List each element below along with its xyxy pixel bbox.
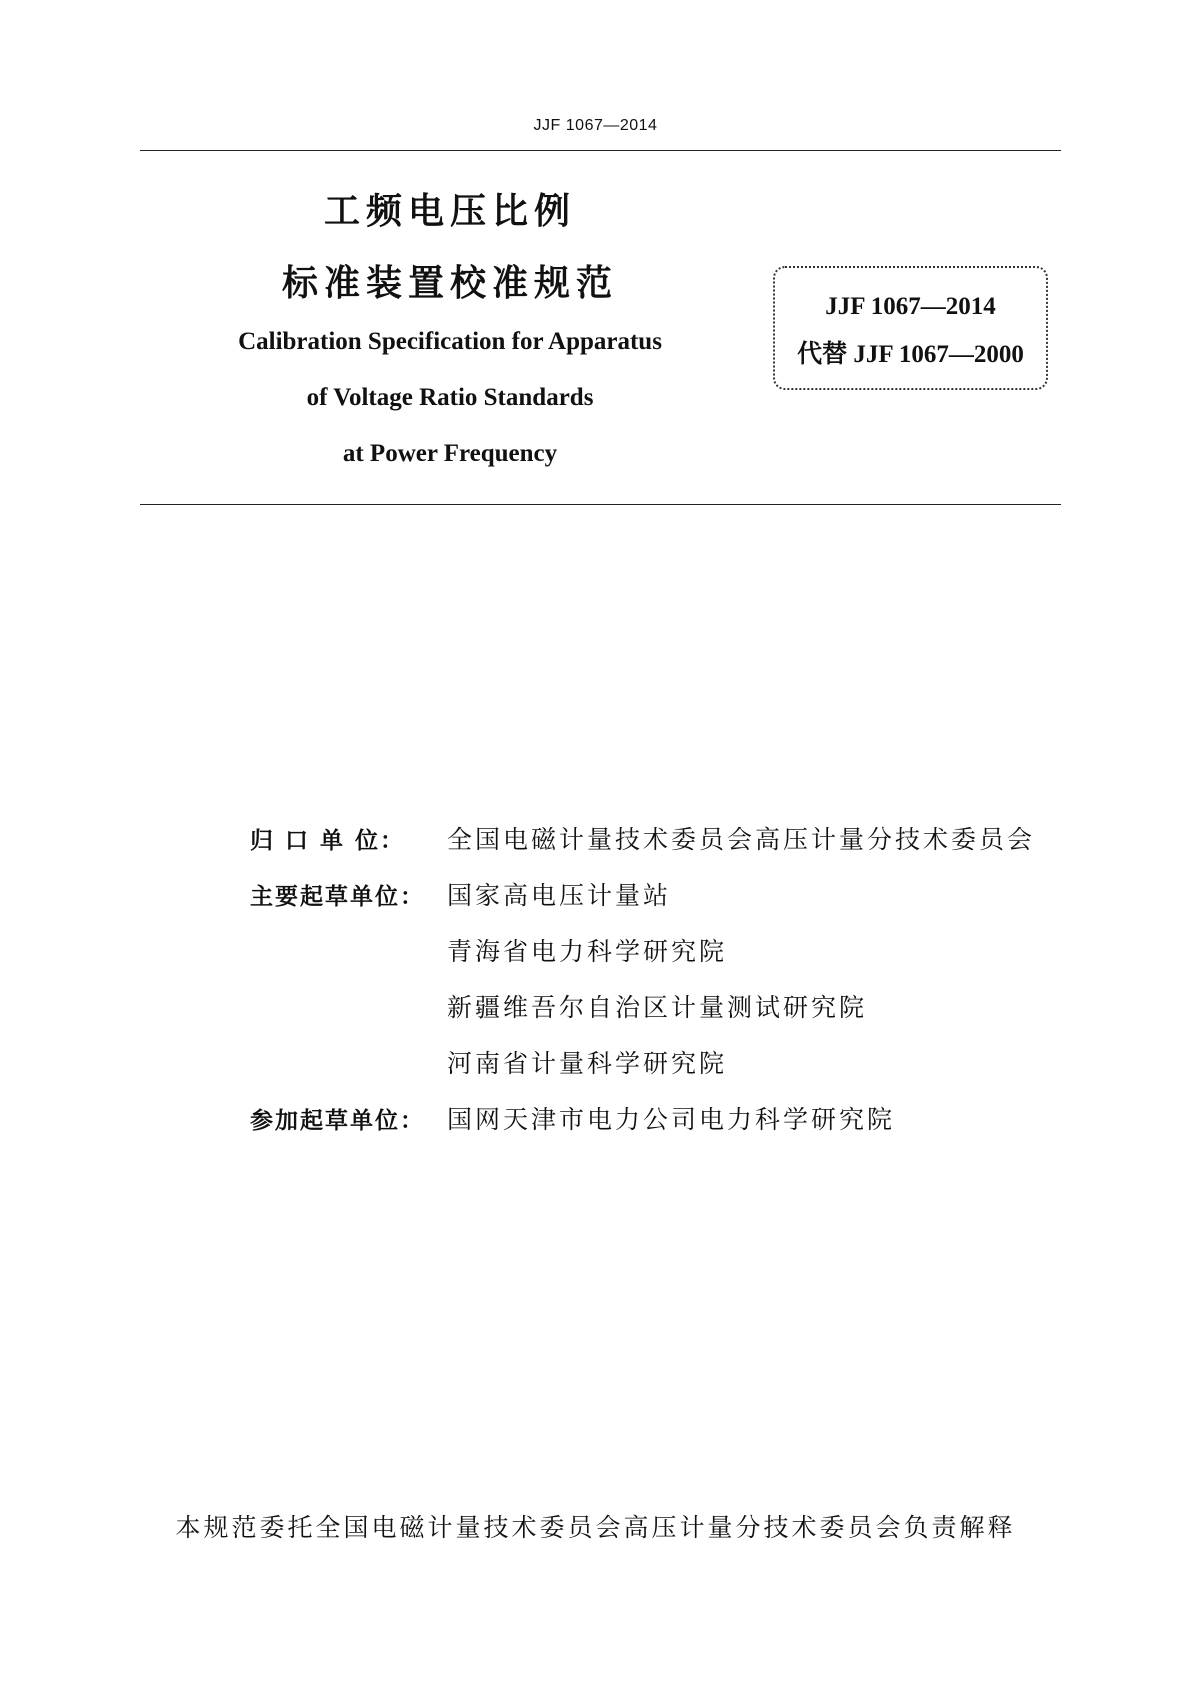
box-replaces-code: 代替 JJF 1067—2000 [797,341,1024,368]
header-standard-code: JJF 1067—2014 [533,117,658,134]
responsible-unit-value: 全国电磁计量技术委员会高压计量分技术委员会 [447,825,1036,854]
bottom-divider [140,504,1061,505]
title-en-line2: of Voltage Ratio Standards [306,384,594,411]
title-cn-line1: 工频电压比例 [323,191,576,232]
title-en-line3: at Power Frequency [342,440,558,467]
top-divider [140,150,1061,151]
responsible-unit-label: 归 口 单 位： [250,828,406,854]
box-standard-code: JJF 1067—2014 [825,293,996,320]
main-drafting-label: 主要起草单位： [250,884,425,910]
participating-drafting-label: 参加起草单位： [250,1108,425,1134]
main-drafting-unit-3: 新疆维吾尔自治区计量测试研究院 [447,993,868,1022]
standard-code-box [773,266,1048,390]
main-drafting-unit-4: 河南省计量科学研究院 [447,1049,728,1078]
title-cn-line2: 标准装置校准规范 [281,263,618,304]
title-en-line1: Calibration Specification for Apparatus [238,328,662,355]
main-drafting-unit-2: 青海省电力科学研究院 [447,937,728,966]
participating-drafting-unit: 国网天津市电力公司电力科学研究院 [447,1105,896,1134]
main-drafting-unit-1: 国家高电压计量站 [447,881,672,910]
interpretation-note: 本规范委托全国电磁计量技术委员会高压计量分技术委员会负责解释 [175,1513,1016,1542]
